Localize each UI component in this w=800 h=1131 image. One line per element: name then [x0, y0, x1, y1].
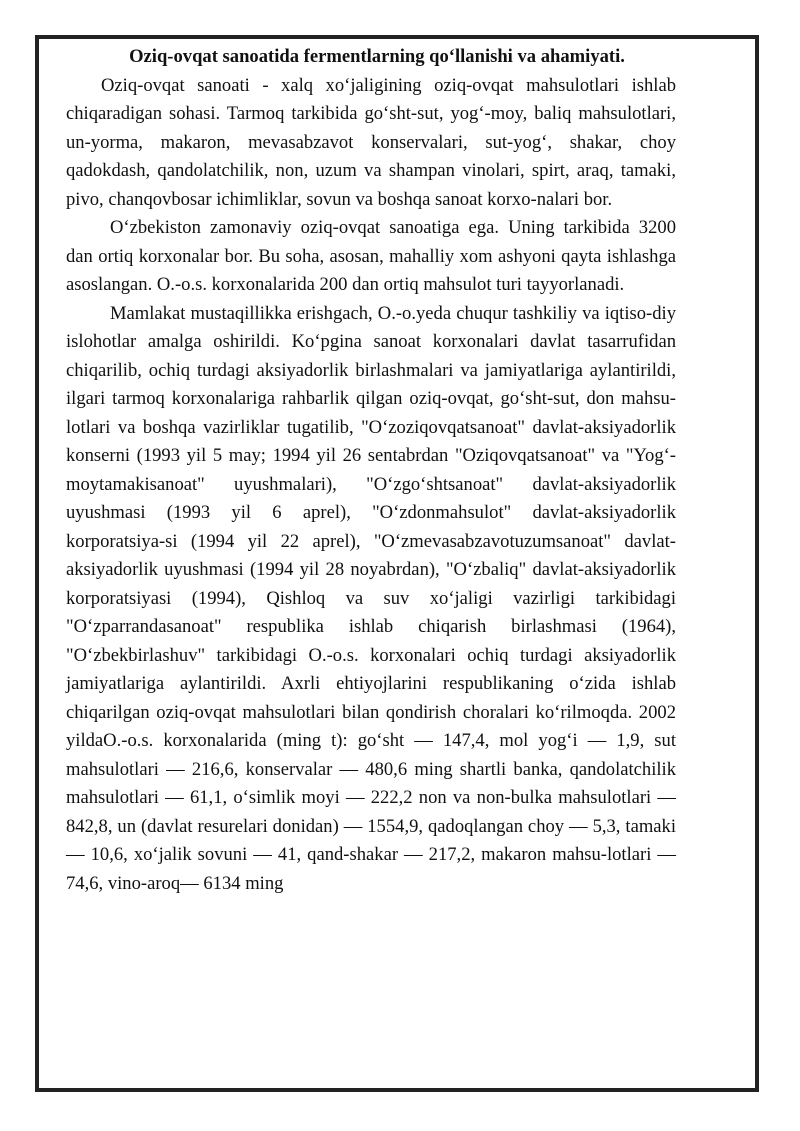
document-body [66, 43, 676, 898]
document-title: Oziq-ovqat sanoatida fermentlarning qo‘llanishi va ahamiyati. [129, 46, 625, 67]
paragraph-3: Mamlakat mustaqillikka erishgach, O.-o.yeda chuqur tashkiliy va iqtiso-diy islohotlar amalga oshirildi. Ko‘pgina sanoat korxonalari davlat tasarrufidan chiqarilib, ochiq turdagi aksiyadorlik birlashmalari va jamiyatlariga aylantirildi, ilgari tarmoq korxonalariga rahbarlik qilgan oziq-ovqat, go‘sht-sut, don mahsu-lotlari va boshqa vazirliklar tugatilib, "O‘zoziqovqatsanoat" davlat-aksiyadorlik konserni (1993 yil 5 may; 1994 yil 26 sentabrdan "Oziqovqatsanoat" va "Yog‘-moytamakisanoat" uyushmalari), "O‘zgo‘shtsanoat" davlat-aksiyadorlik uyushmasi (1993 yil 6 aprel), "O‘zdonmahsulot" davlat-aksiyadorlik korporatsiya-si (1994 yil 22 aprel), "O‘zmevasabzavotuzumsanoat" davlat-aksiyadorlik uyushmasi (1994 yil 28 noyabrdan), "O‘zbaliq" davlat-aksiyadorlik korporatsiyasi (1994), Qishloq va suv xo‘jaligi vazirligi tarkibidagi "O‘zparrandasanoat" respublika ishlab chiqarish birlashmasi (1964), "O‘zbekbirlashuv" tarkibidagi O.-o.s. korxonalari ochiq turdagi aksiyadorlik jamiyatlariga aylantirildi. Axrli ehtiyojlarini respublikaning o‘zida ishlab chiqarilgan oziq-ovqat mahsulotlari bilan qondirish choralari ko‘rilmoqda. 2002 yildaO.-o.s. korxonalarida (ming t): go‘sht — 147,4, mol yog‘i — 1,9, sut mahsulotlari — 216,6, konservalar — 480,6 ming shartli banka, qandolatchilik mahsulotlari — 61,1, o‘simlik moyi — 222,2 non va non-bulka mahsulotlari — 842,8, un (davlat resurelari donidan) — 1554,9, qadoqlangan choy — 5,3, tamaki — 10,6, xo‘jalik sovuni — 41, qand-shakar — 217,2, makaron mahsu-lotlari — 74,6, vino-aroq— 6134 ming [66, 302, 676, 894]
paragraph-2: O‘zbekiston zamonaviy oziq-ovqat sanoatiga ega. Uning tarkibida 3200 dan ortiq korxonalar bor. Bu soha, asosan, mahalliy xom ashyoni qayta ishlashga asoslangan. O.-o.s. korxonalarida 200 dan ortiq mahsulot turi tayyorlanadi. [66, 217, 676, 295]
paragraph-1: Oziq-ovqat sanoati - xalq xo‘jaligining oziq-ovqat mahsulotlari ishlab chiqaradigan sohasi. Tarmoq tarkibida go‘sht-sut, yog‘-moy, baliq mahsulotlari, un-yorma, makaron, mevasabzavot konservalari, sut-yog‘, shakar, choy qadokdash, qandolatchilik, non, uzum va shampan vinolari, spirt, araq, tamaki, pivo, chanqovbosar ichimliklar, sovun va boshqa sanoat korxo-nalari bor. [66, 74, 676, 210]
